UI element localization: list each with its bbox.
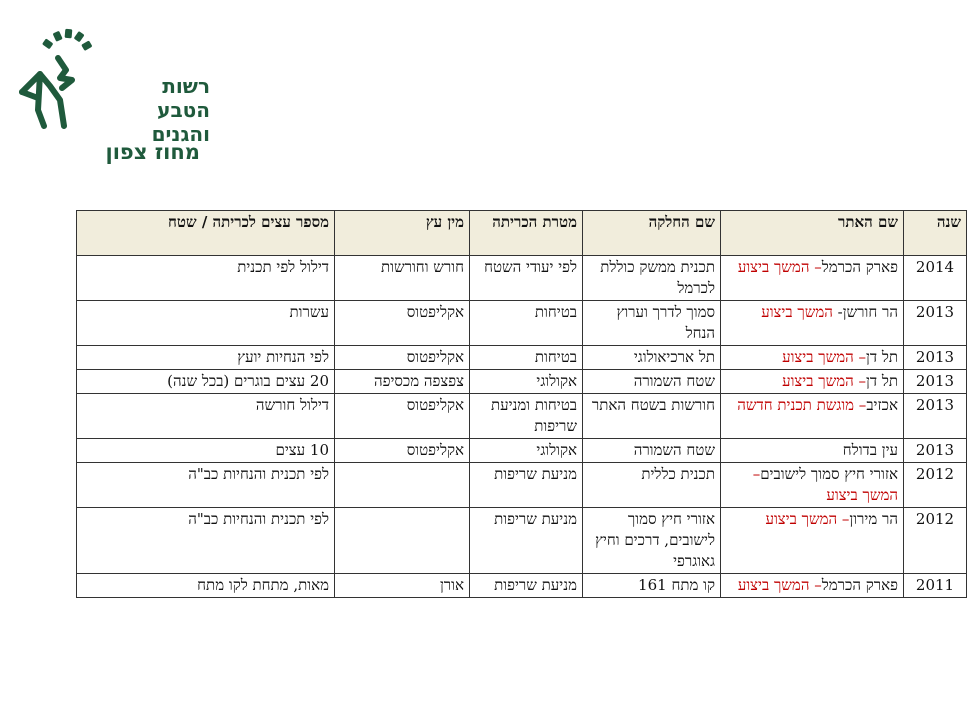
table-row [77,301,967,346]
cell-plot: שטח השמורה [583,370,721,394]
header-species: מין עץ [335,211,470,256]
cell-year: 2014 [904,256,967,301]
cell-count: דילול לפי תכנית [77,256,335,301]
header-count: מספר עצים לכריתה / שטח [77,211,335,256]
cell-plot: חורשות בשטח האתר [583,394,721,439]
org-name-line: והגנים [151,122,210,146]
cell-purpose: בטיחות [470,346,583,370]
site-status: – המשך ביצוע [765,510,850,528]
cell-species [335,508,470,574]
cell-site [721,463,904,508]
cell-purpose: מניעת שריפות [470,574,583,598]
cell-count: 20 עצים בוגרים (בכל שנה) [77,370,335,394]
cell-purpose: מניעת שריפות [470,508,583,574]
cell-year: 2013 [904,394,967,439]
cell-count: עשרות [77,301,335,346]
site-status: – המשך ביצוע [782,372,867,390]
tree-felling-table [76,210,967,598]
cell-count: מאות, מתחת לקו מתח [77,574,335,598]
cell-site [721,256,904,301]
cell-species: אקליפטוס [335,301,470,346]
header-purpose: מטרת הכריתה [470,211,583,256]
cell-species [335,463,470,508]
cell-species: צפצפה מכסיפה [335,370,470,394]
cell-purpose: אקולוגי [470,370,583,394]
table-row [77,256,967,301]
cell-plot: שטח השמורה [583,439,721,463]
cell-species: אורן [335,574,470,598]
site-name: עין בדולח [842,441,898,459]
header-year: שנה [904,211,967,256]
cell-year: 2013 [904,301,967,346]
table-row [77,508,967,574]
cell-count: לפי תכנית והנחיות כב"ה [77,508,335,574]
cell-year: 2012 [904,508,967,574]
cell-year: 2013 [904,370,967,394]
cell-count: דילול חורשה [77,394,335,439]
org-name-line: רשות [162,74,210,98]
site-status: המשך ביצוע [761,303,833,321]
org-name-line: הטבע [157,98,210,122]
cell-count: לפי תכנית והנחיות כב"ה [77,463,335,508]
cell-purpose: מניעת שריפות [470,463,583,508]
cell-site [721,346,904,370]
cell-purpose: אקולוגי [470,439,583,463]
cell-species: חורש וחורשות [335,256,470,301]
site-status: – המשך ביצוע [737,258,822,276]
cell-year: 2013 [904,439,967,463]
cell-year: 2013 [904,346,967,370]
site-status: – המשך ביצוע [782,348,867,366]
cell-site [721,301,904,346]
site-name: אזורי חיץ סמוך לישובים [760,465,898,483]
organization-name [98,74,210,146]
cell-plot: סמוך לדרך וערוץ הנחל [583,301,721,346]
ibex-logo-icon [14,26,94,136]
cell-site [721,439,904,463]
table-row [77,394,967,439]
cell-plot: תכנית ממשק כוללת לכרמל [583,256,721,301]
site-name: פארק הכרמל [821,258,898,276]
site-name: תל דן [866,372,898,390]
cell-species: אקליפטוס [335,346,470,370]
table-header-row [77,211,967,256]
site-status: – המשך ביצוע [752,465,898,504]
site-name: פארק הכרמל [821,576,898,594]
cell-purpose: בטיחות ומניעת שריפות [470,394,583,439]
cell-plot: אזורי חיץ סמוך לישובים, דרכים וחיץ גאוגרפי [583,508,721,574]
table-row [77,346,967,370]
header-site: שם האתר [721,211,904,256]
cell-count: 10 עצים [77,439,335,463]
site-name: הר מירון [849,510,898,528]
cell-plot: תל ארכיאולוגי [583,346,721,370]
site-status: – מוגשת תכנית חדשה [737,396,867,414]
cell-site [721,508,904,574]
table-row [77,574,967,598]
site-name: הר חורשן- [832,303,898,321]
cell-count: לפי הנחיות יועץ [77,346,335,370]
table-row [77,463,967,508]
cell-purpose: בטיחות [470,301,583,346]
site-name: תל דן [866,348,898,366]
table-row [77,370,967,394]
cell-year: 2011 [904,574,967,598]
region-title: מחוז צפון [105,140,200,164]
table-row [77,439,967,463]
header-plot: שם החלקה [583,211,721,256]
cell-site [721,394,904,439]
site-name: אכזיב [866,396,898,414]
cell-year: 2012 [904,463,967,508]
site-status: – המשך ביצוע [737,576,822,594]
cell-species: אקליפטוס [335,394,470,439]
cell-site [721,574,904,598]
cell-plot: קו מתח 161 [583,574,721,598]
cell-species: אקליפטוס [335,439,470,463]
cell-purpose: לפי יעודי השטח [470,256,583,301]
cell-plot: תכנית כללית [583,463,721,508]
cell-site [721,370,904,394]
